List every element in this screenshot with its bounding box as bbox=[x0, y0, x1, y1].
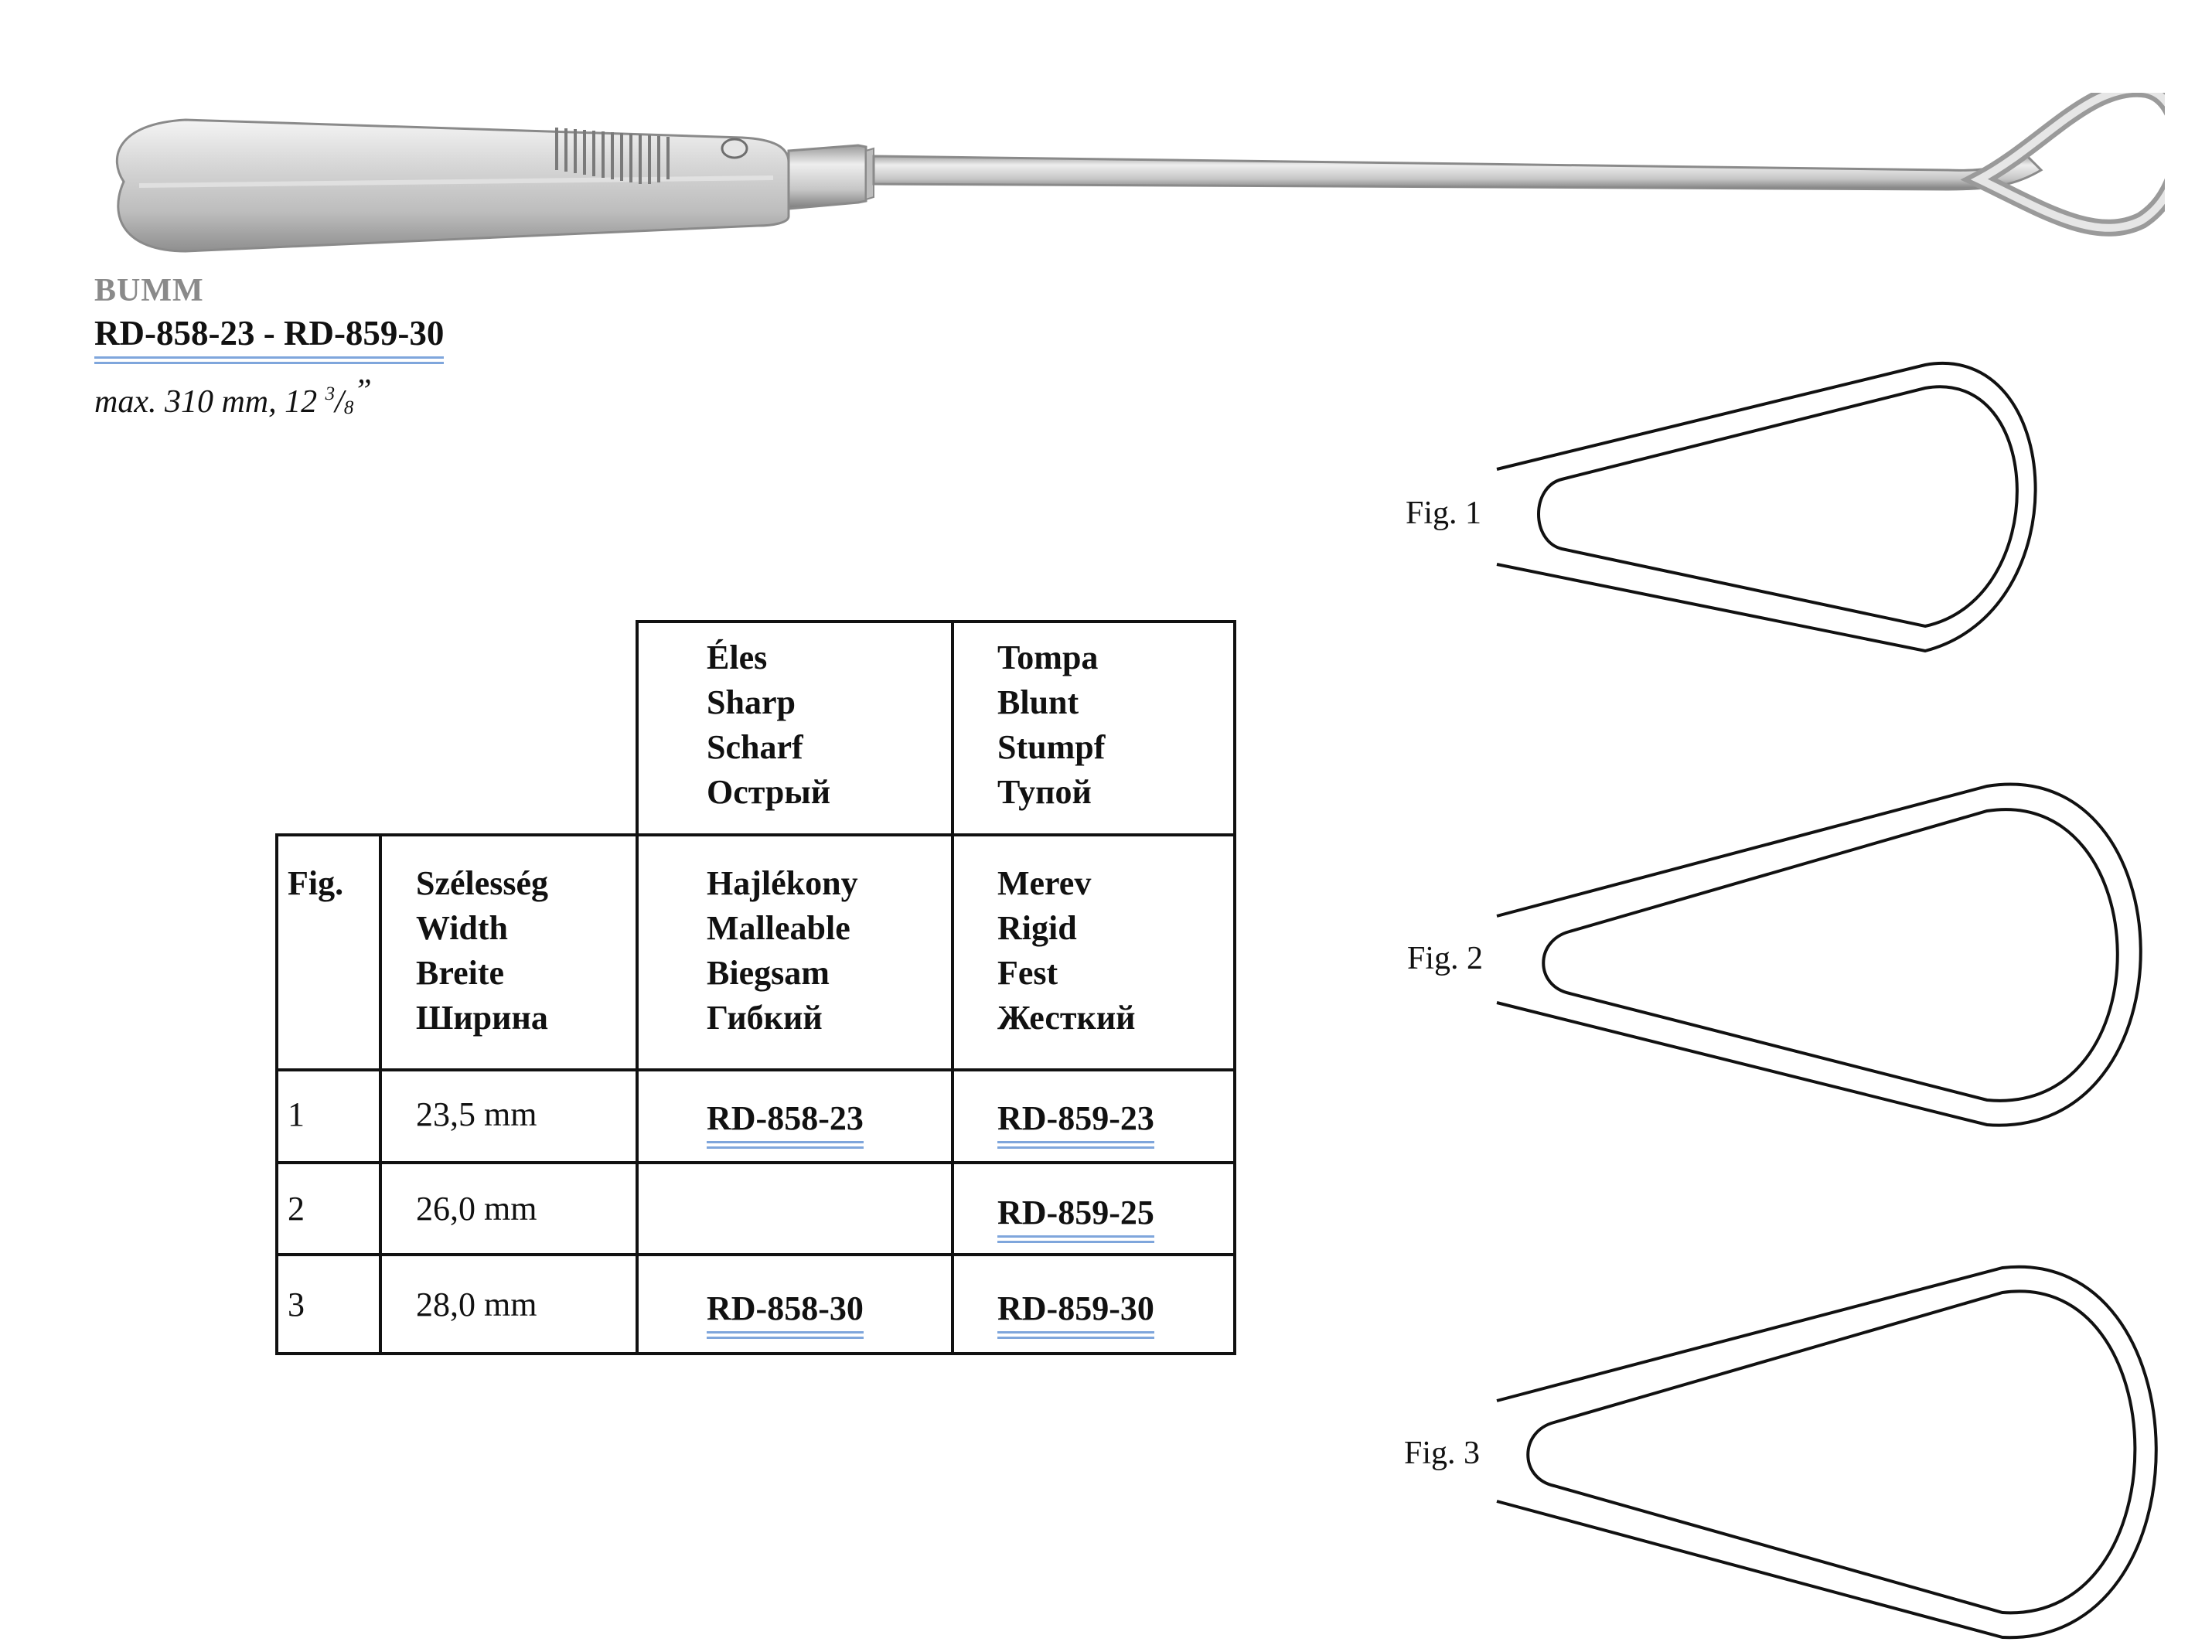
table-line bbox=[275, 833, 278, 1355]
size-fraction-num: 3 bbox=[325, 383, 336, 404]
header-sharp-hu: Éles bbox=[707, 639, 768, 676]
header-sharp-ru: Острый bbox=[707, 773, 831, 811]
table-line bbox=[275, 1352, 1236, 1355]
table-row-2-width: 26,0 mm bbox=[416, 1190, 537, 1228]
size-text: max. 310 mm, 12 bbox=[94, 384, 318, 420]
header-blunt bbox=[997, 635, 1105, 815]
table-line bbox=[275, 1068, 1236, 1071]
table-line bbox=[275, 1161, 1236, 1164]
fig-1-label: Fig. 1 bbox=[1406, 496, 1482, 531]
table-row-2-fig: 2 bbox=[288, 1190, 305, 1228]
col-rigid-de: Fest bbox=[997, 954, 1058, 992]
link-underline bbox=[94, 356, 444, 359]
link-underline bbox=[94, 362, 444, 364]
link-underline bbox=[707, 1331, 864, 1334]
table-line bbox=[275, 1253, 1236, 1256]
code-text: RD-858-30 bbox=[707, 1289, 864, 1327]
header-blunt-de: Stumpf bbox=[997, 728, 1106, 766]
code-text: RD-859-25 bbox=[997, 1194, 1154, 1231]
link-underline bbox=[997, 1331, 1154, 1334]
size-spec bbox=[94, 373, 372, 421]
code-text: RD-858-23 bbox=[707, 1099, 864, 1137]
col-fig-header: Fig. bbox=[288, 864, 344, 902]
table-line bbox=[275, 833, 1236, 836]
product-code-range-link[interactable] bbox=[94, 313, 444, 364]
col-width-en: Width bbox=[416, 909, 509, 947]
col-rigid-en: Rigid bbox=[997, 909, 1077, 947]
size-fraction-sep: / bbox=[335, 384, 344, 420]
header-sharp-de: Scharf bbox=[707, 728, 803, 766]
col-rigid-header bbox=[997, 861, 1136, 1041]
table-line bbox=[1233, 620, 1236, 1355]
header-sharp-en: Sharp bbox=[707, 683, 796, 721]
header-blunt-ru: Тупой bbox=[997, 773, 1092, 811]
product-code-range: RD-858-23 - RD-859-30 bbox=[94, 314, 445, 353]
table-row-1-fig: 1 bbox=[288, 1095, 305, 1133]
table-row-3-blunt-code[interactable] bbox=[997, 1289, 1154, 1339]
col-malleable-en: Malleable bbox=[707, 909, 850, 947]
code-text: RD-859-23 bbox=[997, 1099, 1154, 1137]
link-underline bbox=[707, 1146, 864, 1149]
link-underline bbox=[997, 1241, 1154, 1243]
table-line bbox=[951, 620, 954, 1355]
header-sharp bbox=[707, 635, 830, 815]
fig-3-label: Fig. 3 bbox=[1404, 1436, 1481, 1471]
link-underline bbox=[997, 1146, 1154, 1149]
link-underline bbox=[997, 1141, 1154, 1143]
col-malleable-hu: Hajlékony bbox=[707, 864, 858, 902]
table-row-3-sharp-code[interactable] bbox=[707, 1289, 864, 1339]
link-underline bbox=[997, 1235, 1154, 1238]
link-underline bbox=[707, 1337, 864, 1339]
fig-1-loop-drawing bbox=[1492, 356, 2088, 665]
table-line bbox=[636, 620, 1236, 623]
fig-2-loop-drawing bbox=[1492, 777, 2203, 1133]
fig-3-loop-drawing bbox=[1492, 1260, 2212, 1647]
curette-instrument-illustration bbox=[93, 93, 2165, 271]
table-row-1-width: 23,5 mm bbox=[416, 1095, 537, 1133]
col-malleable-de: Biegsam bbox=[707, 954, 830, 992]
col-width-hu: Szélesség bbox=[416, 864, 549, 902]
col-malleable-ru: Гибкий bbox=[707, 999, 823, 1037]
size-fraction-den: 8 bbox=[343, 397, 354, 418]
brand-name: BUMM bbox=[94, 273, 204, 308]
col-rigid-hu: Merev bbox=[997, 864, 1092, 902]
header-blunt-hu: Tompa bbox=[997, 639, 1099, 676]
col-width-header bbox=[416, 861, 548, 1041]
size-inch-mark: ” bbox=[353, 373, 372, 409]
col-width-de: Breite bbox=[416, 954, 505, 992]
fig-2-label: Fig. 2 bbox=[1407, 941, 1484, 976]
table-row-2-blunt-code[interactable] bbox=[997, 1193, 1154, 1243]
col-rigid-ru: Жесткий bbox=[997, 999, 1136, 1037]
table-row-3-width: 28,0 mm bbox=[416, 1286, 537, 1323]
table-row-1-sharp-code[interactable] bbox=[707, 1098, 864, 1149]
link-underline bbox=[707, 1141, 864, 1143]
table-row-3-fig: 3 bbox=[288, 1286, 305, 1323]
table-row-1-blunt-code[interactable] bbox=[997, 1098, 1154, 1149]
col-malleable-header bbox=[707, 861, 858, 1041]
table-line bbox=[379, 833, 382, 1355]
link-underline bbox=[997, 1337, 1154, 1339]
code-text: RD-859-30 bbox=[997, 1289, 1154, 1327]
col-width-ru: Ширина bbox=[416, 999, 548, 1037]
spec-table bbox=[275, 620, 1236, 1355]
header-blunt-en: Blunt bbox=[997, 683, 1079, 721]
table-line bbox=[636, 620, 639, 1355]
